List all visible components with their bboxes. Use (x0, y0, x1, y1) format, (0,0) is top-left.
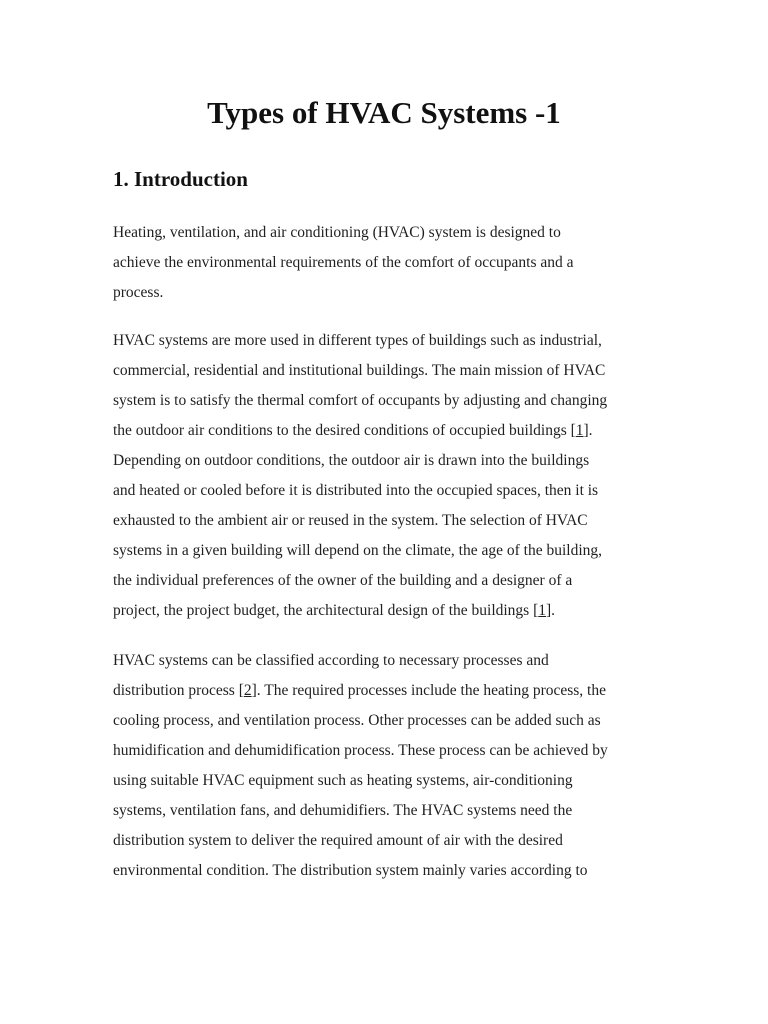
paragraph-line: using suitable HVAC equipment such as heating systems, air-conditioning (113, 772, 573, 789)
paragraph-line: humidification and dehumidification process. These process can be achieved by (113, 742, 608, 759)
paragraph-line: systems, ventilation fans, and dehumidifiers. The HVAC systems need the (113, 802, 573, 819)
section-heading: 1. Introduction (113, 167, 248, 191)
paragraph-line: Depending on outdoor conditions, the outdoor air is drawn into the buildings (113, 452, 590, 469)
paragraph-line: system is to satisfy the thermal comfort of occupants by adjusting and changing (113, 392, 608, 409)
line-text: distribution process [ (113, 682, 244, 699)
paragraph-line (113, 596, 673, 626)
paragraph-line: achieve the environmental requirements of the comfort of occupants and a (113, 254, 574, 271)
paragraph-line: HVAC systems can be classified according to necessary processes and (113, 652, 549, 669)
citation-link[interactable]: 2 (243, 682, 252, 699)
paragraph-line: and heated or cooled before it is distributed into the occupied spaces, then it is (113, 482, 599, 499)
paragraph-line: commercial, residential and institutional buildings. The main mission of HVAC (113, 362, 606, 379)
citation-link[interactable]: 1 (538, 602, 547, 619)
line-text: project, the project budget, the architectural design of the buildings [ (113, 602, 539, 619)
line-text: the outdoor air conditions to the desired conditions of occupied buildings [ (113, 422, 576, 439)
paragraph-1 (113, 218, 673, 308)
paragraph-line: cooling process, and ventilation process. Other processes can be added such as (113, 712, 601, 729)
citation-link[interactable]: 1 (575, 422, 584, 439)
paragraph-line: HVAC systems are more used in different types of buildings such as industrial, (113, 332, 602, 349)
line-text: ]. The required processes include the heating process, the (251, 682, 606, 699)
paragraph-line (113, 416, 673, 446)
paragraph-line (113, 676, 673, 706)
paragraph-line: systems in a given building will depend on the climate, the age of the building, (113, 542, 603, 559)
line-text: ]. (546, 602, 556, 619)
paragraph-3 (113, 646, 673, 886)
paragraph-2 (113, 326, 673, 626)
document-title: Types of HVAC Systems -1 (207, 95, 561, 130)
line-text: ]. (583, 422, 593, 439)
paragraph-line: environmental condition. The distribution system mainly varies according to (113, 862, 588, 879)
paragraph-line: process. (113, 284, 164, 301)
paragraph-line: Heating, ventilation, and air conditioning (HVAC) system is designed to (113, 224, 561, 241)
paragraph-line: the individual preferences of the owner of the building and a designer of a (113, 572, 573, 589)
paragraph-line: exhausted to the ambient air or reused in the system. The selection of HVAC (113, 512, 588, 529)
paragraph-line: distribution system to deliver the required amount of air with the desired (113, 832, 563, 849)
